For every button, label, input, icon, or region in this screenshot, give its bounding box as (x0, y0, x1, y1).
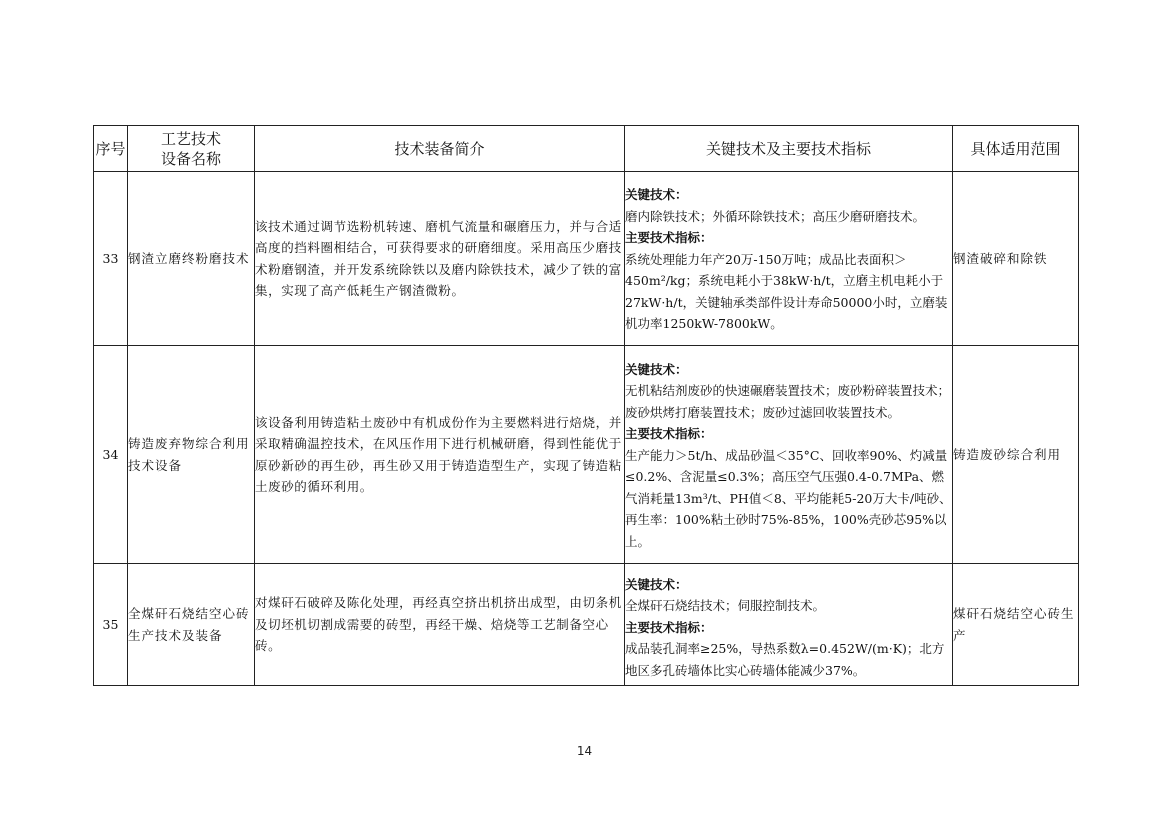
header-intro: 技术装备简介 (255, 126, 625, 172)
key-tech-text: 全煤矸石烧结技术；伺服控制技术。 (625, 598, 826, 614)
row-key-tech (625, 564, 953, 686)
indicator-title: 主要技术指标： (625, 619, 713, 635)
key-tech-text: 无机粘结剂废砂的快速碾磨装置技术；废砂粉碎装置技术；废砂烘烤打磨装置技术；废砂过滤回收装置技术。 (625, 383, 951, 420)
indicator-text: 成品装孔洞率≥25%，导热系数λ=0.452W/(m·K)；北方地区多孔砖墙体比实心砖墙体能减少37%。 (625, 641, 945, 678)
header-no: 序号 (94, 126, 128, 172)
row-intro: 该设备利用铸造粘土废砂中有机成份作为主要燃料进行焙烧，并采取精确温控技术，在风压作用下进行机械研磨，得到性能优于原砂新砂的再生砂，再生砂又用于铸造造型生产，实现了铸造粘土废砂的循环利用。 (255, 346, 625, 564)
row-number: 33 (94, 172, 128, 346)
indicator-text: 生产能力＞5t/h、成品砂温＜35°C、回收率90%、灼减量≤0.2%、含泥量≤0.3%；高压空气压强0.4-0.7MPa、燃气消耗量13m³/t、PH值＜8、平均能耗5-20万大卡/吨砂、再生率：100%粘土砂时75%-85%，100%壳砂芯95%以上。 (625, 447, 952, 549)
header-key: 关键技术及主要技术指标 (625, 126, 953, 172)
row-scope: 煤矸石烧结空心砖生产 (953, 564, 1079, 686)
key-tech-title: 关键技术： (625, 361, 688, 377)
row-number: 35 (94, 564, 128, 686)
indicator-text: 系统处理能力年产20万-150万吨；成品比表面积＞450m²/kg；系统电耗小于38kW·h/t，立磨主机电耗小于27kW·h/t，关键轴承类部件设计寿命50000小时，立磨装机功率1250kW-7800kW。 (625, 251, 948, 332)
table-header-row (94, 126, 1079, 172)
technology-table (93, 125, 1079, 686)
table-row (94, 172, 1079, 346)
row-name: 铸造废弃物综合利用技术设备 (128, 346, 255, 564)
row-number: 34 (94, 346, 128, 564)
header-name: 工艺技术设备名称 (128, 126, 255, 172)
row-scope: 铸造废砂综合利用 (953, 346, 1079, 564)
page-number: 14 (576, 744, 593, 758)
row-name: 全煤矸石烧结空心砖生产技术及装备 (128, 564, 255, 686)
row-intro: 该技术通过调节选粉机转速、磨机气流量和碾磨压力，并与合适高度的挡料圈相结合，可获得要求的研磨细度。采用高压少磨技术粉磨钢渣，并开发系统除铁以及磨内除铁技术，减少了铁的富集，实现了高产低耗生产钢渣微粉。 (255, 172, 625, 346)
key-tech-title: 关键技术： (625, 576, 688, 592)
row-key-tech (625, 346, 953, 564)
key-tech-text: 磨内除铁技术；外循环除铁技术；高压少磨研磨技术。 (625, 208, 926, 224)
table-row (94, 564, 1079, 686)
table-row (94, 346, 1079, 564)
header-scope: 具体适用范围 (953, 126, 1079, 172)
indicator-title: 主要技术指标： (625, 426, 713, 442)
row-intro: 对煤矸石破碎及陈化处理，再经真空挤出机挤出成型，由切条机及切坯机切割成需要的砖型，再经干燥、焙烧等工艺制备空心砖。 (255, 564, 625, 686)
row-scope: 钢渣破碎和除铁 (953, 172, 1079, 346)
indicator-title: 主要技术指标： (625, 230, 713, 246)
row-key-tech (625, 172, 953, 346)
key-tech-title: 关键技术： (625, 187, 688, 203)
row-name: 钢渣立磨终粉磨技术 (128, 172, 255, 346)
